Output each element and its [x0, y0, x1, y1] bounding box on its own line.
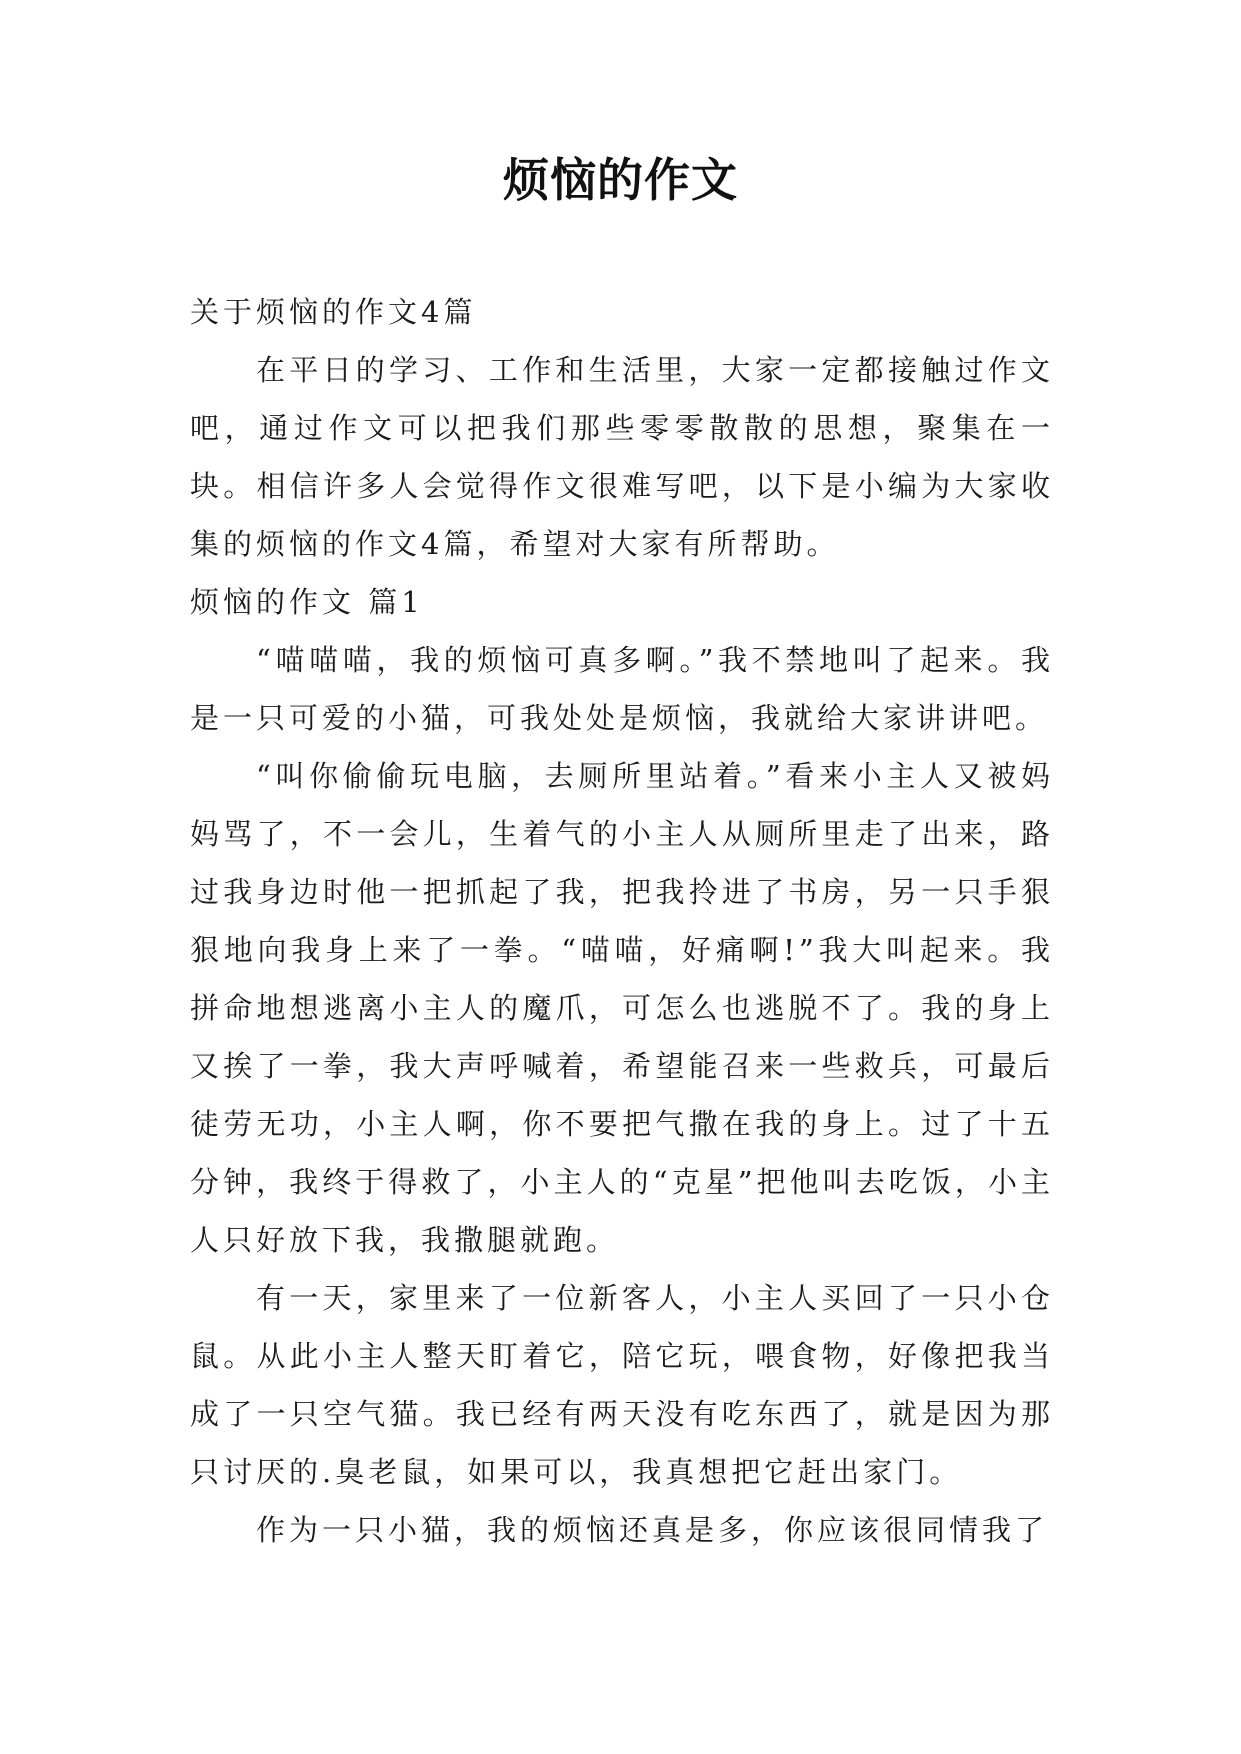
body-paragraph: “叫你偷偷玩电脑，去厕所里站着。”看来小主人又被妈妈骂了，不一会儿，生着气的小主人从厕所里走了出来，路过我身边时他一把抓起了我，把我拎进了书房，另一只手狠狠地向我身上来了一拳。“喵喵，好痛啊!”我大叫起来。我拼命地想逃离小主人的魔爪，可怎么也逃脱不了。我的身上又挨了一拳，我大声呼喊着，希望能召来一些救兵，可最后徒劳无功，小主人啊，你不要把气撒在我的身上。过了十五分钟，我终于得救了，小主人的“克星”把他叫去吃饭，小主人只好放下我，我撒腿就跑。: [190, 759, 1054, 1257]
document-body: [190, 283, 1054, 1559]
body-paragraph: 有一天，家里来了一位新客人，小主人买回了一只小仓鼠。从此小主人整天盯着它，陪它玩，喂食物，好像把我当成了一只空气猫。我已经有两天没有吃东西了，就是因为那只讨厌的.臭老鼠，如果可以，我真想把它赶出家门。: [190, 1281, 1054, 1489]
section-heading: 烦恼的作文 篇1: [190, 585, 424, 619]
intro-paragraph: 在平日的学习、工作和生活里，大家一定都接触过作文吧，通过作文可以把我们那些零零散散的思想，聚集在一块。相信许多人会觉得作文很难写吧，以下是小编为大家收集的烦恼的作文4篇，希望对大家有所帮助。: [190, 353, 1054, 561]
body-paragraph: 作为一只小猫，我的烦恼还真是多，你应该很同情我了: [256, 1513, 1049, 1547]
document-title: 烦恼的作文: [503, 153, 738, 207]
body-paragraph: “喵喵喵，我的烦恼可真多啊。”我不禁地叫了起来。我是一只可爱的小猫，可我处处是烦恼，我就给大家讲讲吧。: [190, 643, 1054, 735]
intro-heading: 关于烦恼的作文4篇: [190, 295, 477, 329]
